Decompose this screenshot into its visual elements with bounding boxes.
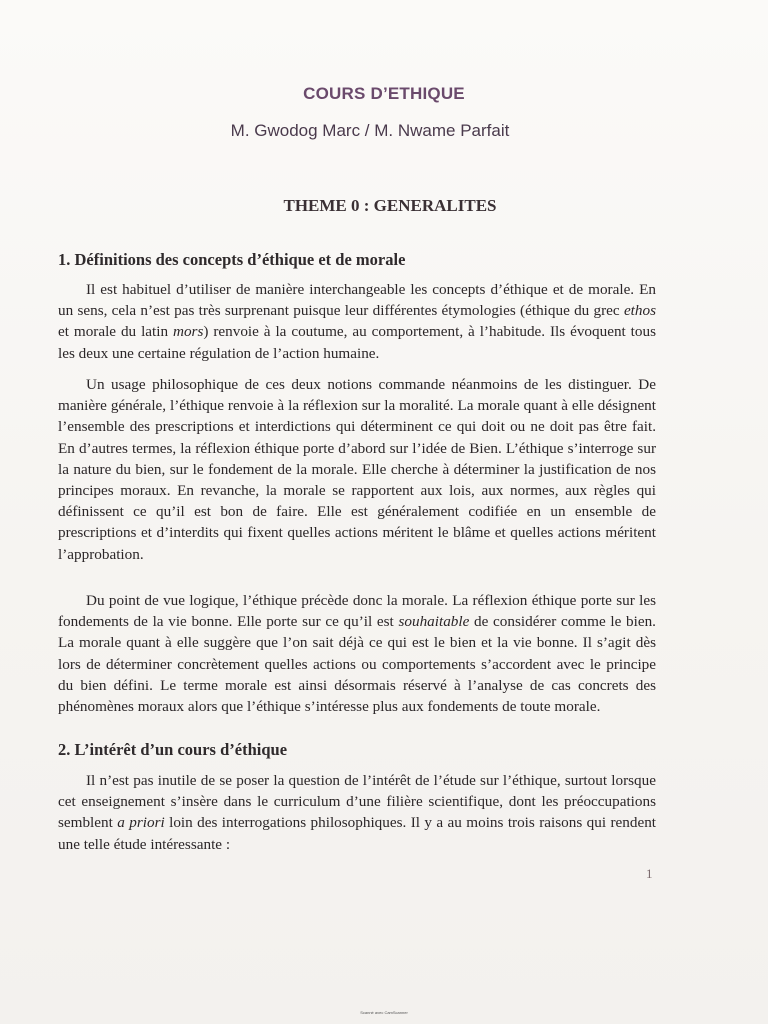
italic-term-mors: mors: [172, 323, 204, 341]
text-run: de considérer comme le bien. La morale quant à elle suggère que l’on sait déjà ce qui est le bien et la vie bonne. Il s’agit dès lors de déterminer concrètement quelles actions ou comportements s’accordent avec le principe du bien défini. Le terme morale est ainsi désormais réservé à l’analyse de cas concrets des phénomènes moraux alors que l’éthique s’intéresse plus aux fondements de toute morale.: [58, 613, 656, 716]
italic-term-souhaitable: souhaitable: [398, 613, 470, 631]
course-title: COURS D’ETHIQUE: [303, 84, 465, 103]
italic-term-ethos: ethos: [623, 302, 656, 320]
section-1-heading: 1. Définitions des concepts d’éthique et de morale: [58, 250, 406, 269]
text-run: et morale du latin: [58, 323, 173, 341]
section-2-heading: 2. L’intérêt d’un cours d’éthique: [58, 740, 288, 759]
theme-heading: THEME 0 : GENERALITES: [283, 196, 497, 215]
section-1-paragraph-3: [58, 590, 656, 717]
section-1-paragraph-1: [58, 279, 656, 364]
italic-term-a-priori: a priori: [117, 814, 165, 832]
text-run: Du point de vue logique, l’éthique précède donc la morale. La réflexion éthique porte sur les fondements de la vie bonne. Elle porte sur ce qu’il est: [58, 592, 656, 631]
text-run: Il est habituel d’utiliser de manière interchangeable les concepts d’éthique et de morale. En un sens, cela n’est pas très surprenant puisque leur différentes étymologies (éthique du grec: [58, 281, 656, 320]
page-number: 1: [646, 866, 653, 881]
text-run: loin des interrogations philosophiques. Il y a au moins trois raisons qui rendent une telle étude intéressante :: [58, 814, 657, 853]
text-run: ) renvoie à la coutume, au comportement, à l’habitude. Ils évoquent tous les deux une certaine régulation de l’action humaine.: [58, 323, 657, 362]
scanner-watermark: Scanné avec CamScanner: [360, 1010, 408, 1015]
section-2-paragraph-1: [58, 770, 656, 855]
authors-line: M. Gwodog Marc / M. Nwame Parfait: [230, 121, 510, 140]
section-1-paragraph-2: Un usage philosophique de ces deux notions commande néanmoins de les distinguer. De manière générale, l’éthique renvoie à la réflexion sur la moralité. La morale quant à elle désignent l’ensemble des prescriptions et interdictions qui déterminent ce qui doit ou ne doit pas être fait. En d’autres termes, la réflexion éthique porte d’abord sur l’idée de Bien. L’éthique s’interroge sur la nature du bien, sur le fondement de la morale. Elle cherche à déterminer la justification de nos principes moraux. En revanche, la morale se rapportent aux lois, aux normes, aux règles qui définissent ce qu’il est bon de faire. Elle est généralement codifiée en un ensemble de prescriptions et d’interdits qui fixent quelles actions méritent le blâme et quelles actions méritent l’approbation.: [58, 376, 656, 563]
text-run: Il n’est pas inutile de se poser la question de l’intérêt de l’étude sur l’éthique, surtout lorsque cet enseignement s’insère dans le curriculum d’une filière scientifique, dont les préoccupations semblent: [58, 772, 656, 832]
